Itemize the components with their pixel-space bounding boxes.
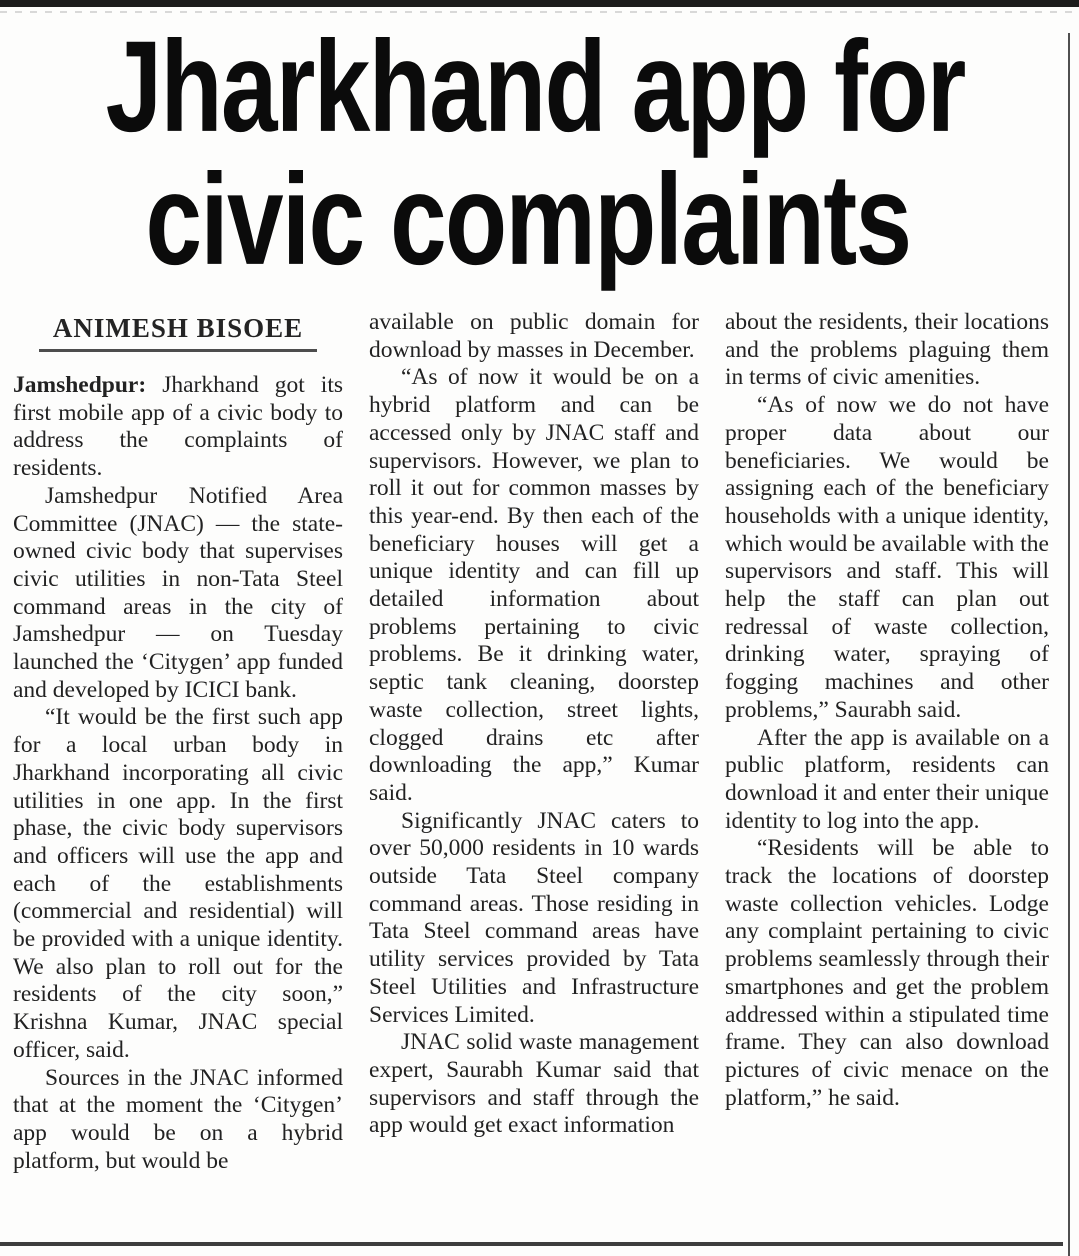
column-1 bbox=[13, 309, 343, 1175]
paragraph bbox=[13, 372, 343, 483]
paragraph: “It would be the first such app for a local urban body in Jharkhand incorporating all civic utilities in one app. In the first phase, the civic body supervisors and officers will use the app and each of the establishments (commercial and residential) will be provided with a unique identity. We also plan to roll out for the residents of the city soon,” Krishna Kumar, JNAC special officer, said. bbox=[13, 704, 343, 1063]
column-3 bbox=[725, 309, 1049, 1175]
paragraph: “As of now it would be on a hybrid platform and can be accessed only by JNAC staff and supervisors. However, we plan to roll it out for common masses by this year-end. By then each of the beneficiary houses will get a unique identity and can fill up detailed information about problems pertaining to civic problems. Be it drinking water, septic tank cleaning, doorstep waste collection, street lights, clogged drains etc after downloading the app,” Kumar said. bbox=[369, 364, 699, 806]
byline-wrap bbox=[13, 313, 343, 352]
headline bbox=[0, 13, 1056, 292]
paragraph: After the app is available on a public platform, residents can download it and enter their unique identity to log into the app. bbox=[725, 724, 1049, 834]
paragraph: JNAC solid waste management expert, Saurabh Kumar said that supervisors and staff through the app would get exact information bbox=[369, 1029, 699, 1139]
right-column-divider-rule bbox=[1068, 33, 1070, 1256]
paragraph: Jamshedpur Notified Area Committee (JNAC) — the state-owned civic body that supervises civic utilities in non-Tata Steel command areas in the city of Jamshedpur — on Tuesday launched the ‘Citygen’ app funded and developed by ICICI bank. bbox=[13, 482, 343, 703]
headline-line-1: Jharkhand app for bbox=[105, 13, 965, 159]
top-rule bbox=[0, 0, 1079, 7]
paragraph: about the residents, their locations and the problems plaguing them in terms of civic amenities. bbox=[725, 309, 1049, 391]
paragraph-text: Jharkhand got its first mobile app of a civic body to address the complaints of residents. bbox=[13, 372, 343, 482]
paragraph: “Residents will be able to track the locations of doorstep waste collection vehicles. Lodge any complaint pertaining to civic problems seamlessly through their smartphones and get the problem addressed within a stipulated time frame. They can also download pictures of civic menace on the platform,” he said. bbox=[725, 835, 1049, 1111]
byline: ANIMESH BISOEE bbox=[39, 313, 317, 352]
column-2 bbox=[369, 309, 699, 1175]
bottom-rule bbox=[0, 1242, 1063, 1246]
paragraph: Sources in the JNAC informed that at the moment the ‘Citygen’ app would be on a hybrid platform, but would be bbox=[13, 1064, 343, 1174]
headline-line-2: civic complaints bbox=[145, 146, 911, 292]
paragraph: available on public domain for download by masses in December. bbox=[369, 309, 699, 363]
article-columns bbox=[13, 309, 1049, 1175]
dateline-lead: Jamshedpur: bbox=[13, 372, 163, 398]
paragraph: Significantly JNAC caters to over 50,000 residents in 10 wards outside Tata Steel company command areas. Those residing in Tata Steel command areas have utility services provided by Tata Steel Utilities and Infrastructure Services Limited. bbox=[369, 807, 699, 1028]
paragraph: “As of now we do not have proper data about our beneficiaries. We would be assigning each of the beneficiary households with a unique identity, which would be available with the supervisors and staff. This will help the staff can plan out redressal of waste collection, drinking water, spraying of fogging machines and other problems,” Saurabh said. bbox=[725, 392, 1049, 723]
